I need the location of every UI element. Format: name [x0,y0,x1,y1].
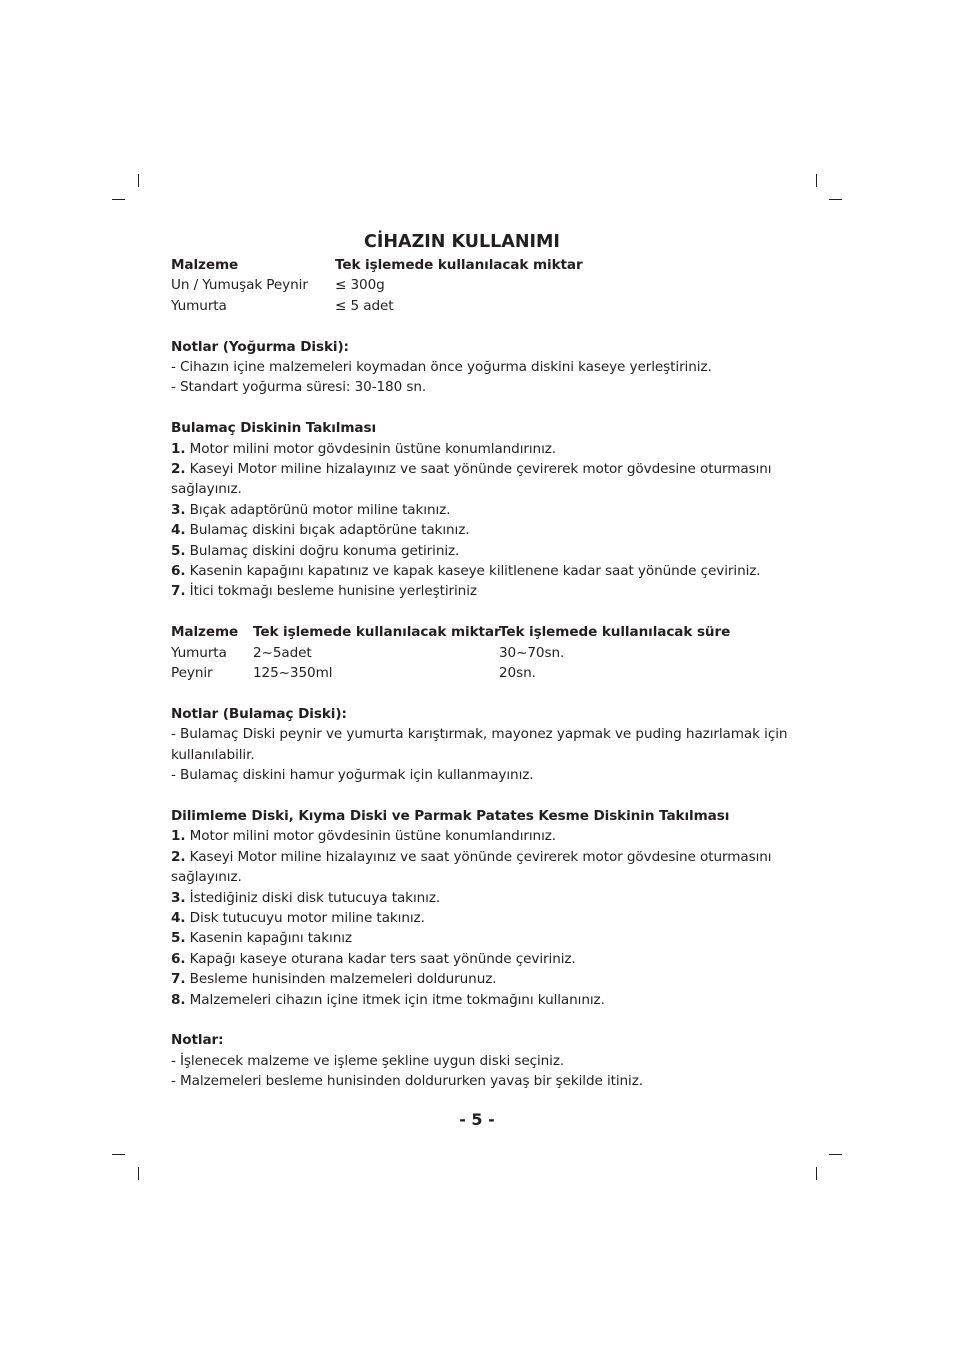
crop-mark-top-left-vertical [138,174,139,187]
table-row [171,643,791,663]
list-item: 3. Bıçak adaptörünü motor miline takınız. [171,501,451,518]
note-item: - Malzemeleri besleme hunisinden doldururken yavaş bir şekilde itiniz. [171,1073,643,1090]
list-item: 1. Motor milini motor gövdesinin üstüne konumlandırınız. [171,828,556,845]
list-item: 4. Bulamaç diskini bıçak adaptörüne takınız. [171,522,470,539]
page-number: - 5 - [459,1110,495,1129]
note-item: - Standart yoğurma süresi: 30-180 sn. [171,379,427,396]
ingredient-table-kneading [171,255,791,316]
notes-batter-disc [171,704,791,786]
list-item: 5. Bulamaç diskini doğru konuma getiriniz. [171,542,460,559]
table-cell: Un / Yumuşak Peynir [171,277,308,294]
crop-mark-top-right-horizontal [829,199,842,200]
crop-mark-bottom-left-horizontal [112,1154,125,1155]
table-row [171,663,791,683]
table-row [171,275,791,295]
section-heading: Notlar: [171,1032,224,1049]
section-heading: Notlar (Bulamaç Diski): [171,705,347,722]
page-content [171,229,791,1092]
table-row [171,296,791,316]
list-item: 6. Kasenin kapağını kapatınız ve kapak kaseye kilitlenene kadar saat yönünde çeviriniz. [171,563,761,580]
table-cell: 30~70sn. [499,644,565,661]
list-item: 6. Kapağı kaseye oturana kadar ters saat yönünde çeviriniz. [171,950,576,967]
table-cell: ≤ 300g [335,277,385,294]
table-cell: Yumurta [171,297,227,314]
table-cell: 2~5adet [253,644,312,661]
table-header-cell: Tek işlemede kullanılacak süre [499,624,731,641]
list-item: 3. İstediğiniz diski disk tutucuya takınız. [171,889,441,906]
table-cell: ≤ 5 adet [335,297,394,314]
table-cell: 20sn. [499,665,536,682]
table-header-cell: Tek işlemede kullanılacak miktar [335,257,583,273]
page-title: CİHAZIN KULLANIMI [364,232,560,252]
table-header-cell: Malzeme [171,624,239,641]
crop-mark-top-left-horizontal [112,199,125,200]
note-item: - İşlenecek malzeme ve işleme şekline uygun diski seçiniz. [171,1052,565,1069]
list-item: 8. Malzemeleri cihazın içine itmek için itme tokmağını kullanınız. [171,991,605,1008]
table-cell: 125~350ml [253,665,333,682]
notes-kneading-disc [171,337,791,398]
list-item: 1. Motor milini motor gövdesinin üstüne konumlandırınız. [171,440,556,457]
crop-mark-bottom-left-vertical [138,1167,139,1180]
table-cell: Peynir [171,665,213,682]
section-heading: Bulamaç Diskinin Takılması [171,420,377,437]
crop-mark-bottom-right-horizontal [829,1154,842,1155]
crop-mark-top-right-vertical [816,174,817,187]
batter-disc-install-section [171,418,791,602]
list-item: 7. Besleme hunisinden malzemeleri doldurunuz. [171,971,497,988]
crop-mark-bottom-right-vertical [816,1167,817,1180]
table-header-cell: Malzeme [171,257,239,273]
note-item: - Cihazın içine malzemeleri koymadan önce yoğurma diskini kaseye yerleştiriniz. [171,359,712,376]
table-cell: Yumurta [171,644,227,661]
notes-general [171,1030,791,1091]
slicing-disc-install-section [171,806,791,1010]
note-item: - Bulamaç Diski peynir ve yumurta karıştırmak, mayonez yapmak ve puding hazırlamak için kullanılabilir. [171,726,788,763]
list-item: 2. Kaseyi Motor miline hizalayınız ve saat yönünde çevirerek motor gövdesine oturmasını sağlayınız. [171,848,772,886]
table-header-row [171,255,791,275]
note-item: - Bulamaç diskini hamur yoğurmak için kullanmayınız. [171,767,534,784]
section-heading: Notlar (Yoğurma Diski): [171,338,349,355]
table-header-row [171,622,791,642]
list-item: 2. Kaseyi Motor miline hizalayınız ve saat yönünde çevirerek motor gövdesine oturmasını sağlayınız. [171,461,772,498]
ingredient-table-batter [171,622,791,683]
section-heading: Dilimleme Diski, Kıyma Diski ve Parmak Patates Kesme Diskinin Takılması [171,807,730,824]
list-item: 7. İtici tokmağı besleme hunisine yerleştiriniz [171,583,477,600]
list-item: 4. Disk tutucuyu motor miline takınız. [171,909,425,926]
list-item: 5. Kasenin kapağını takınız [171,930,352,947]
table-header-cell: Tek işlemede kullanılacak miktar [253,624,501,641]
